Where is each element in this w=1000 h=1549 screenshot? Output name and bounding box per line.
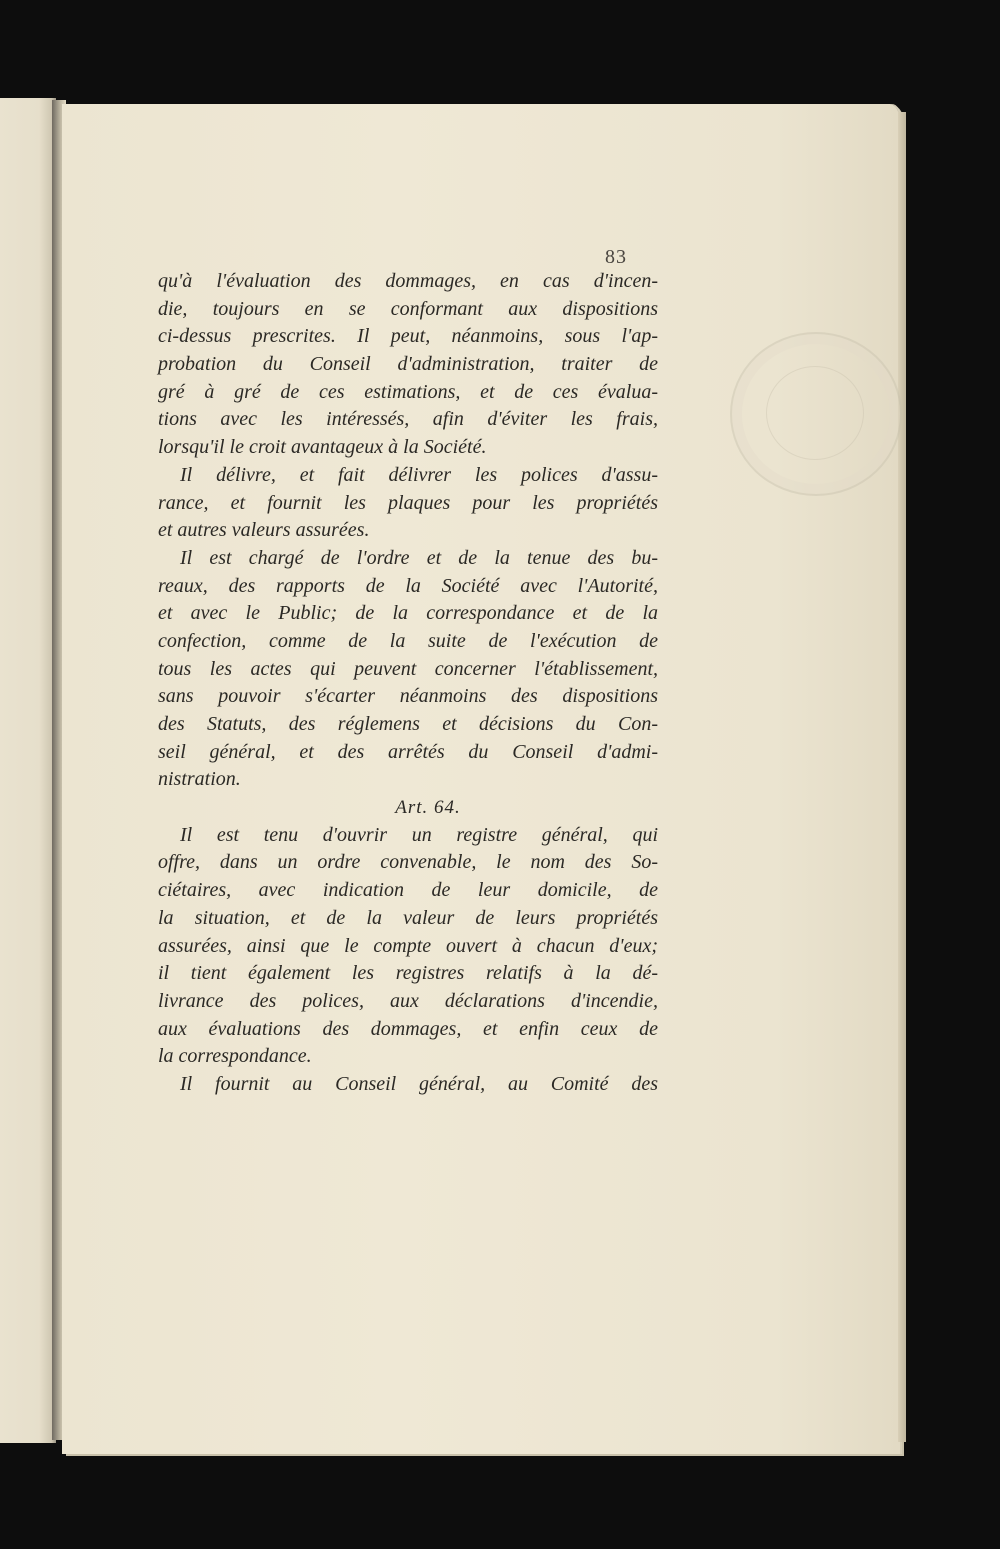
embossed-seal <box>730 332 902 496</box>
text-line: Il est tenu d'ouvrir un registre général, qui <box>180 823 658 846</box>
text-line: Il est chargé de l'ordre et de la tenue des bu- <box>180 546 658 569</box>
text-line: Il délivre, et fait délivrer les polices d'assu- <box>180 463 658 486</box>
article-heading: Art. 64. <box>395 797 461 819</box>
text-line: die, toujours en se conformant aux dispositions <box>158 297 658 320</box>
text-line: lorsqu'il le croit avantageux à la Société. <box>158 436 487 459</box>
text-line: aux évaluations des dommages, et enfin ceux de <box>158 1017 658 1040</box>
text-line: sans pouvoir s'écarter néanmoins des dispositions <box>158 685 658 708</box>
page-number: 83 <box>605 246 627 268</box>
text-line: tions avec les intéressés, afin d'éviter les frais, <box>158 408 658 431</box>
text-line: confection, comme de la suite de l'exécution de <box>158 629 658 652</box>
text-line: tous les actes qui peuvent concerner l'établissement, <box>158 657 658 680</box>
text-line: livrance des polices, aux déclarations d'incendie, <box>158 989 658 1012</box>
text-line: rance, et fournit les plaques pour les propriétés <box>158 491 658 514</box>
text-line: et avec le Public; de la correspondance et de la <box>158 602 658 625</box>
text-line: la correspondance. <box>158 1045 312 1068</box>
text-line: qu'à l'évaluation des dommages, en cas d'incen- <box>158 270 658 292</box>
page-edge <box>898 112 906 1442</box>
body-text <box>158 268 658 1099</box>
text-line: il tient également les registres relatifs à la dé- <box>158 962 658 985</box>
text-line: gré à gré de ces estimations, et de ces évalua- <box>158 380 658 403</box>
text-line: des Statuts, des réglemens et décisions du Con- <box>158 713 658 735</box>
text-line: ciétaires, avec indication de leur domicile, de <box>158 879 658 902</box>
text-line: Il fournit au Conseil général, au Comité des <box>180 1072 658 1095</box>
text-line: seil général, et des arrêtés du Conseil d'admi- <box>158 740 658 763</box>
text-line: la situation, et de la valeur de leurs propriétés <box>158 906 658 929</box>
embossed-seal-inner <box>766 366 864 460</box>
text-line: nistration. <box>158 768 241 791</box>
text-line: probation du Conseil d'administration, traiter de <box>158 353 658 376</box>
text-line: et autres valeurs assurées. <box>158 519 370 542</box>
text-line: ci-dessus prescrites. Il peut, néanmoins, sous l'ap- <box>158 325 658 348</box>
text-line: assurées, ainsi que le compte ouvert à chacun d'eux; <box>158 934 658 957</box>
left-page-edge <box>0 98 56 1443</box>
text-line: reaux, des rapports de la Société avec l'Autorité, <box>158 574 658 597</box>
text-line: offre, dans un ordre convenable, le nom des So- <box>158 851 658 874</box>
